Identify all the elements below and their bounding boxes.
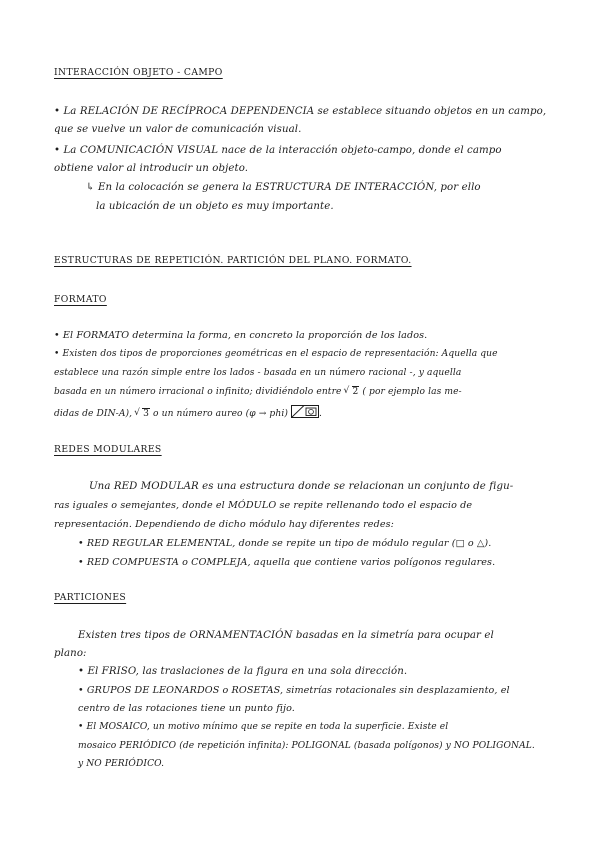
particiones-bullet-mosaico-line3: y NO PERIÓDICO. <box>78 759 165 769</box>
formato-line3: establece una razón simple entre los lados - basada en un número racional -, y aquella <box>54 368 462 378</box>
redes-line2: ras iguales o semejantes, donde el MÓDULO se repite rellenando todo el espacio de <box>54 500 473 511</box>
sub-bullet-colocacion-line1: ↳ En la colocación se genera la ESTRUCTURA DE INTERACCIÓN, por ello <box>86 182 481 193</box>
section-title-interaccion: INTERACCIÓN OBJETO - CAMPO <box>54 67 223 78</box>
formato-line5-text: didas de DIN-A), <box>54 409 133 419</box>
particiones-bullet-mosaico-line2: mosaico PERIÓDICO (de repetición infinita): POLIGONAL (basada polígonos) y NO POLIGONAL. <box>78 741 535 751</box>
bullet-comunicacion-line2: obtiene valor al introducir un objeto. <box>54 163 249 174</box>
particiones-bullet-friso: • El FRISO, las traslaciones de la figura en una sola dirección. <box>78 666 408 677</box>
heading-formato: FORMATO <box>54 294 107 305</box>
formato-line5-text-b: o un número aureo (φ → phi) <box>153 409 288 419</box>
formato-line2: • Existen dos tipos de proporciones geométricas en el espacio de representación: Aquella que <box>54 349 498 359</box>
redes-bullet-compuesta: • RED COMPUESTA o COMPLEJA, aquella que contiene varios polígonos regulares. <box>78 557 496 568</box>
particiones-line1: Existen tres tipos de ORNAMENTACIÓN basadas en la simetría para ocupar el <box>78 630 494 641</box>
sqrt-3-value: 3 <box>143 409 150 419</box>
redes-line3: representación. Dependiendo de dicho módulo hay diferentes redes: <box>54 519 394 530</box>
formato-line1: • El FORMATO determina la forma, en concreto la proporción de los lados. <box>54 330 428 341</box>
sqrt-3 <box>135 409 150 419</box>
particiones-bullet-mosaico-line1: • El MOSAICO, un motivo mínimo que se repite en toda la superficie. Existe el <box>78 722 449 732</box>
sqrt-2-value: 2 <box>352 387 359 397</box>
particiones-line2: plano: <box>54 648 87 659</box>
redes-line1: Una RED MODULAR es una estructura donde se relacionan un conjunto de figu- <box>89 481 514 492</box>
formato-line4 <box>54 387 462 397</box>
sqrt-2 <box>345 387 360 397</box>
redes-bullet-regular: • RED REGULAR ELEMENTAL, donde se repite un tipo de módulo regular (□ o △). <box>78 538 492 549</box>
particiones-bullet-grupos-line1: • GRUPOS DE LEONARDOS o ROSETAS, simetrías rotacionales sin desplazamiento, el <box>78 685 510 696</box>
bullet-comunicacion-line1: • La COMUNICACIÓN VISUAL nace de la interacción objeto-campo, donde el campo <box>54 145 502 156</box>
formato-line4-text: basada en un número irracional o infinito; dividiéndolo entre <box>54 387 342 397</box>
formato-line5 <box>54 405 322 419</box>
formato-line4-text-b: ( por ejemplo las me- <box>362 387 462 397</box>
bullet-relacion-line2: que se vuelve un valor de comunicación visual. <box>54 124 302 135</box>
section-title-estructuras: ESTRUCTURAS DE REPETICIÓN. PARTICIÓN DEL PLANO. FORMATO. <box>54 255 412 266</box>
sub-bullet-colocacion-line2: la ubicación de un objeto es muy importante. <box>96 201 334 212</box>
period-mark: . <box>318 409 322 419</box>
heading-particiones: PARTICIONES <box>54 592 127 603</box>
bullet-relacion-line1: • La RELACIÓN DE RECÍPROCA DEPENDENCIA se establece situando objetos en un campo, <box>54 106 547 117</box>
heading-redes-modulares: REDES MODULARES <box>54 444 162 455</box>
particiones-bullet-grupos-line2: centro de las rotaciones tiene un punto fijo. <box>78 703 295 714</box>
golden-rectangle-icon <box>291 405 319 418</box>
